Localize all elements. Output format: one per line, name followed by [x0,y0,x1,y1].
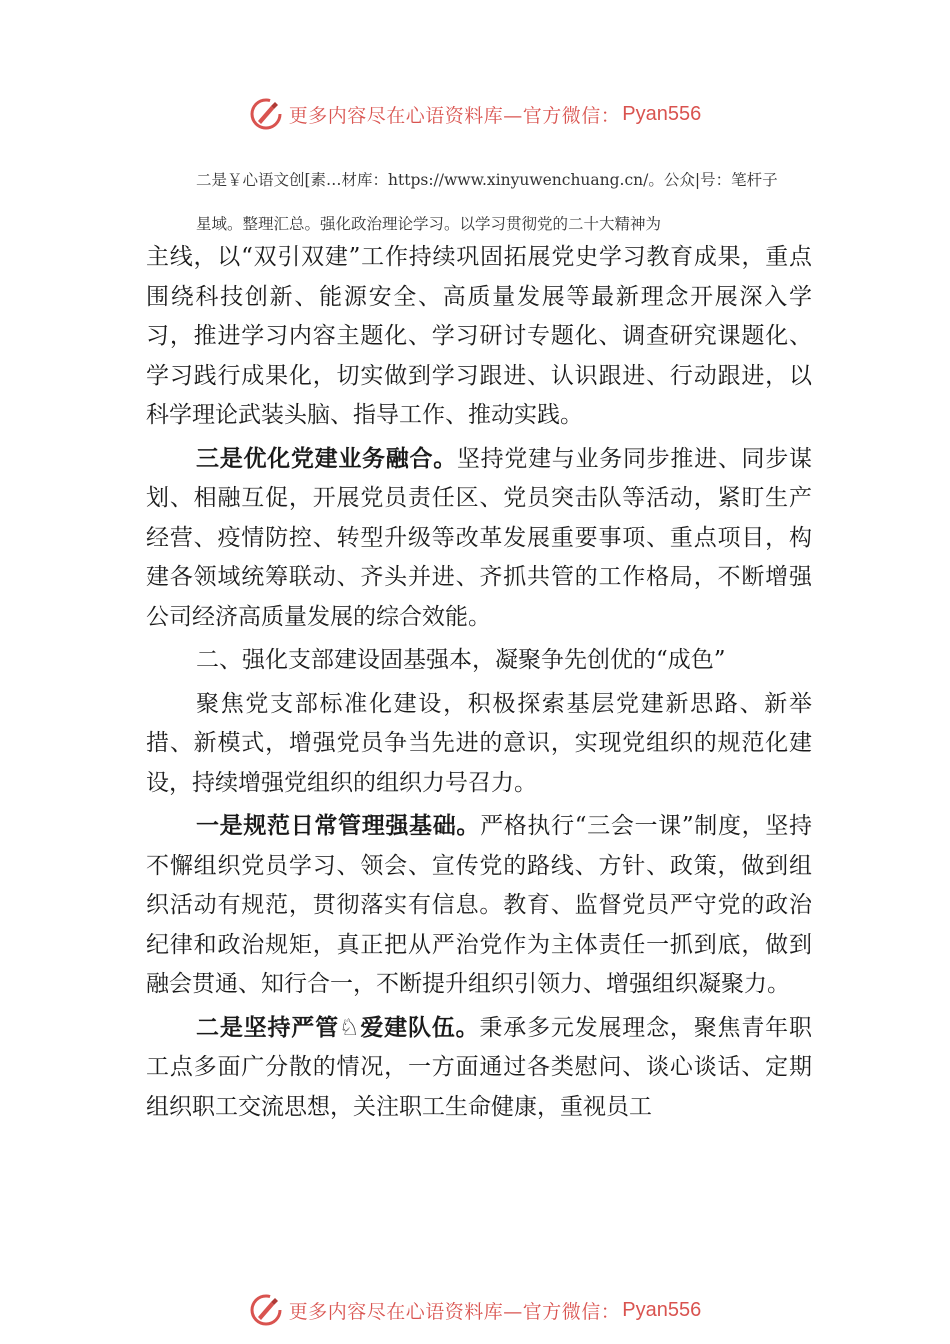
header-banner-account: Pyan556 [622,102,702,125]
intro-line-2: 星域。整理汇总。强化政治理论学习。以学习贯彻党的二十大精神为 [196,215,662,233]
paragraph-2 [146,440,812,638]
section-heading [146,641,812,681]
footer-banner [0,1290,950,1330]
paragraph-2-text: 坚持党建与业务同步推进、同步谋划、相融互促，开展党员责任区、党员突击队等活动，紧盯生产经营、疫情防控、转型升级等改革发展重要事项、重点项目，构建各领域统筹联动、齐头并进、齐抓共管的工作格局，不断增强公司经济高质量发展的综合效能。 [146,445,813,630]
section-heading-text: 二、强化支部建设固基强本，凝聚争先创优的“成色” [196,647,726,673]
paragraph-1-text: 主线，以“双引双建”工作持续巩固拓展党史学习教育成果，重点围绕科技创新、能源安全、高质量发展等最新理念开展深入学习，推进学习内容主题化、学习研讨专题化、调查研究课题化、学习践行成果化，切实做到学习跟进、认识跟进、行动跟进，以科学理论武装头脑、指导工作、推动实践。 [146,244,812,428]
paragraph-2-lead: 三是优化党建业务融合。 [196,445,457,472]
intro-line-1: 二是￥心语文创[素…材库：https://www.xinyuwenchuang.cn/。公众|号：笔杆子 [196,171,778,189]
document-body [146,238,812,1127]
paragraph-1 [146,238,812,436]
paragraph-4-text: 严格执行“三会一课”制度，坚持不懈组织党员学习、领会、宣传党的路线、方针、政策，做到组织活动有规范，贯彻落实有信息。教育、监督党员严守党的政治纪律和政治规矩，真正把从严治党作为主体责任一抓到底，做到融会贯通、知行合一，不断提升组织引领力、增强组织凝聚力。 [146,813,812,997]
paragraph-4 [146,807,812,1005]
paragraph-4-lead: 一是规范日常管理强基础。 [196,813,481,839]
paragraph-5 [146,1009,812,1128]
paragraph-3-text: 聚焦党支部标准化建设，积极探索基层党建新思路、新举措、新模式，增强党员争当先进的意识，实现党组织的规范化建设，持续增强党组织的组织力号召力。 [146,690,812,796]
brush-logo-icon [249,1293,283,1327]
paragraph-5-text: 秉承多元发展理念，聚焦青年职工点多面广分散的情况，一方面通过各类慰问、谈心谈话、定期组织职工交流思想，关注职工生命健康，重视员工 [146,1014,813,1120]
footer-banner-account: Pyan556 [622,1298,702,1321]
header-banner [0,94,950,134]
footer-banner-text: 更多内容尽在心语资料库—官方微信： [288,1300,621,1323]
header-banner-text: 更多内容尽在心语资料库—官方微信： [288,104,621,127]
brush-logo-icon [249,97,283,131]
paragraph-3 [146,685,812,804]
paragraph-5-lead: 二是坚持严管♘爱建队伍。 [196,1014,480,1041]
